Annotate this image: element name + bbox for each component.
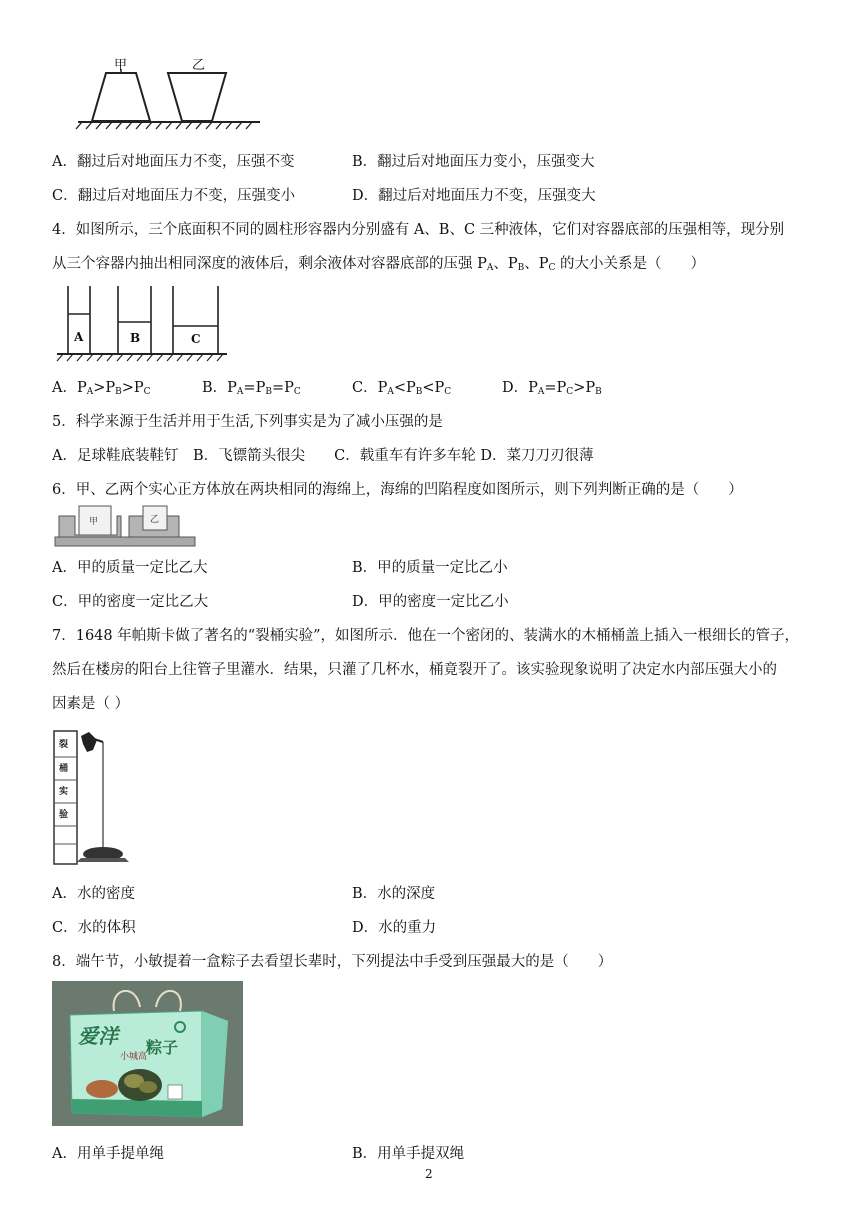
container-a-label: A: [74, 330, 84, 344]
q3-option-d: D．翻过后对地面压力不变，压强变大: [352, 188, 596, 204]
cube-jia-label: 甲: [89, 517, 99, 527]
q4-stem-line1: 4．如图所示，三个底面积不同的圆柱形容器内分别盛有 A、B、C 三种液体，它们对容器底部的压强相等，现分别: [52, 222, 785, 238]
q6-option-b: B．甲的质量一定比乙小: [352, 560, 508, 576]
q4-option-b: B．$P_A=P_B=P_C$: [202, 380, 301, 397]
q8-option-b: B．用单手提双绳: [352, 1146, 465, 1162]
q7-stem-line1: 7．1648 年帕斯卡做了著名的“裂桶实验”，如图所示．他在一个密闭的、装满水的木桶桶盖上插入一根细长的管子，: [52, 628, 800, 644]
container-b-label: B: [130, 331, 141, 345]
trapezoid-jia: [92, 73, 150, 121]
box-subtitle: 小城高: [120, 1052, 148, 1062]
tower-char-4: 验: [59, 810, 69, 820]
q8-stem: 8．端午节，小敏提着一盒粽子去看望长辈时，下列提法中手受到压强最大的是（ ）: [52, 954, 613, 970]
tower-char-1: 裂: [59, 740, 69, 750]
q3-option-b: B．翻过后对地面压力变小，压强变大: [352, 154, 595, 170]
q5-stem: 5．科学来源于生活并用于生活,下列事实是为了减小压强的是: [52, 414, 443, 430]
label-yi: 乙: [192, 58, 206, 73]
cube-yi-label: 乙: [150, 515, 160, 525]
q7-stem-line3: 因素是（ ）: [52, 696, 130, 712]
q7-stem-line2: 然后在楼房的阳台上往管子里灌水．结果，只灌了几杯水，桶竟裂开了。该实验现象说明了决定水内部压强大小的: [52, 662, 777, 678]
q4-stem-line2: 从三个容器内抽出相同深度的液体后，剩余液体对容器底部的压强 $P_A$、$P_B$、$P_C$ 的大小关系是（ ）: [52, 256, 706, 273]
q6-option-d: D．甲的密度一定比乙小: [352, 594, 509, 610]
page-number: 2: [425, 1167, 433, 1181]
q3-option-a: A．翻过后对地面压力不变，压强不变: [52, 154, 295, 170]
q6-option-c: C．甲的密度一定比乙大: [52, 594, 209, 610]
q7-option-d: D．水的重力: [352, 920, 437, 936]
q3-figure: [70, 55, 270, 135]
q5-options: A．足球鞋底装鞋钉 B．飞镖箭头很尖 C．载重车有许多车轮 D．菜刀刀刃很薄: [52, 448, 594, 464]
box-title: 爱洋: [78, 1024, 118, 1048]
label-jia: 甲: [114, 58, 128, 73]
q4-option-d: D．$P_A=P_C>P_B$: [502, 380, 602, 397]
q6-stem: 6．甲、乙两个实心正方体放在两块相同的海绵上，海绵的凹陷程度如图所示，则下列判断正确的是（ ）: [52, 482, 743, 498]
tower-char-3: 实: [59, 787, 69, 797]
q7-figure: [53, 730, 143, 866]
q3-option-c: C．翻过后对地面压力不变，压强变小: [52, 188, 296, 204]
trapezoid-yi: [168, 73, 226, 121]
q8-option-a: A．用单手提单绳: [52, 1146, 164, 1162]
box-product: 粽子: [146, 1038, 179, 1057]
q4-option-a: A．$P_A>P_B>P_C$: [52, 380, 151, 397]
q4-figure: [55, 284, 235, 364]
q6-figure: [55, 500, 195, 550]
zongzi-box-image: [52, 981, 243, 1126]
container-c-label: C: [191, 332, 201, 346]
q4-option-c: C．$P_A<P_B<P_C$: [352, 380, 452, 397]
q6-option-a: A．甲的质量一定比乙大: [52, 560, 208, 576]
q7-option-c: C．水的体积: [52, 920, 136, 936]
q7-option-a: A．水的密度: [52, 886, 135, 902]
tower-char-2: 桶: [59, 764, 69, 774]
q7-option-b: B．水的深度: [352, 886, 436, 902]
